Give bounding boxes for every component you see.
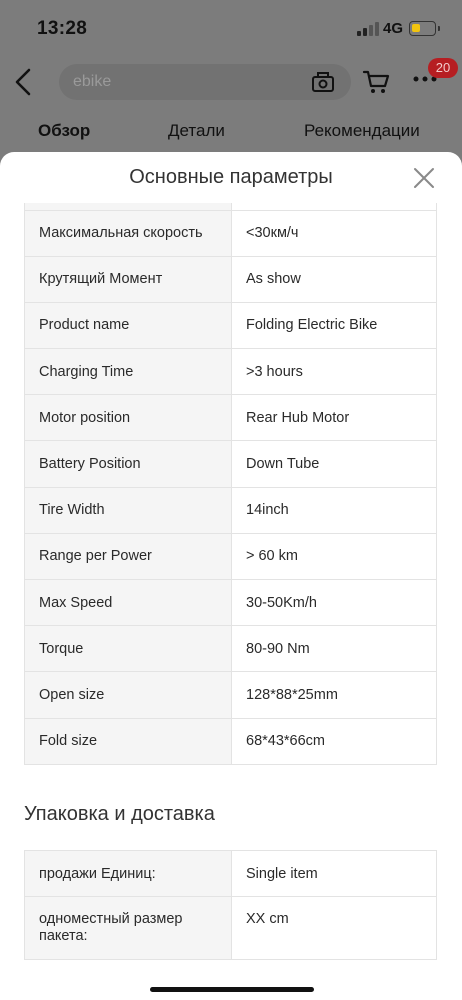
table-row bbox=[25, 395, 437, 441]
table-row bbox=[25, 441, 437, 487]
table-row bbox=[25, 256, 437, 302]
spec-value: Down Tube bbox=[232, 441, 437, 487]
spec-key: Максимальная скорость bbox=[25, 210, 232, 256]
spec-key: Charging Time bbox=[25, 349, 232, 395]
packaging-value: XX cm bbox=[232, 897, 437, 960]
status-time: 13:28 bbox=[37, 18, 88, 39]
spec-key: Torque bbox=[25, 626, 232, 672]
table-row bbox=[25, 580, 437, 626]
spec-value: >3 hours bbox=[232, 349, 437, 395]
spec-key: Open size bbox=[25, 672, 232, 718]
table-row bbox=[25, 533, 437, 579]
table-row bbox=[25, 626, 437, 672]
spec-value: <30км/ч bbox=[232, 210, 437, 256]
spec-value: 68*43*66cm bbox=[232, 718, 437, 764]
cart-icon[interactable] bbox=[362, 68, 390, 96]
table-row bbox=[25, 851, 437, 897]
spec-value: 14inch bbox=[232, 487, 437, 533]
cart-count-badge: 20 bbox=[428, 58, 458, 78]
spec-key: Range per Power bbox=[25, 533, 232, 579]
tab-details[interactable]: Детали bbox=[168, 121, 225, 140]
table-row bbox=[25, 672, 437, 718]
network-type: 4G bbox=[383, 20, 404, 37]
spec-key: Max Speed bbox=[25, 580, 232, 626]
spec-value: 128*88*25mm bbox=[232, 672, 437, 718]
search-query: ebike bbox=[73, 73, 112, 90]
search-input[interactable] bbox=[59, 64, 351, 100]
spec-value: As show bbox=[232, 256, 437, 302]
packaging-key: продажи Единиц: bbox=[25, 851, 232, 897]
table-row bbox=[25, 302, 437, 348]
sheet-header bbox=[0, 152, 462, 204]
signal-icon bbox=[357, 22, 379, 36]
spec-key: Fold size bbox=[25, 718, 232, 764]
spec-key: Product name bbox=[25, 302, 232, 348]
packaging-table bbox=[24, 850, 437, 960]
battery-icon bbox=[409, 21, 436, 36]
spec-value: > 60 km bbox=[232, 533, 437, 579]
table-row bbox=[25, 897, 437, 960]
packaging-key: одноместный размер пакета: bbox=[25, 897, 232, 960]
spec-value: 80-90 Nm bbox=[232, 626, 437, 672]
packaging-value: Single item bbox=[232, 851, 437, 897]
table-row bbox=[25, 718, 437, 764]
packaging-section-title: Упаковка и доставка bbox=[24, 803, 215, 825]
spec-key: Tire Width bbox=[25, 487, 232, 533]
spec-key: Battery Position bbox=[25, 441, 232, 487]
top-nav bbox=[0, 58, 462, 108]
table-row bbox=[25, 349, 437, 395]
tab-recommendations[interactable]: Рекомендации bbox=[304, 121, 420, 140]
parameters-sheet bbox=[0, 152, 462, 1000]
spec-value: Folding Electric Bike bbox=[232, 302, 437, 348]
table-row bbox=[25, 487, 437, 533]
sheet-title: Основные параметры bbox=[129, 166, 333, 188]
spec-value: Rear Hub Motor bbox=[232, 395, 437, 441]
table-row bbox=[25, 203, 437, 210]
specs-table bbox=[24, 203, 437, 765]
home-indicator bbox=[150, 987, 314, 992]
close-icon[interactable] bbox=[412, 166, 436, 190]
back-arrow-icon[interactable] bbox=[10, 66, 38, 98]
spec-key: Motor position bbox=[25, 395, 232, 441]
spec-value: 30-50Km/h bbox=[232, 580, 437, 626]
tab-bar bbox=[0, 113, 462, 149]
spec-key: Крутящий Момент bbox=[25, 256, 232, 302]
tab-overview[interactable]: Обзор bbox=[38, 121, 91, 140]
camera-icon[interactable] bbox=[311, 71, 335, 93]
battery-level bbox=[412, 24, 420, 32]
status-bar bbox=[0, 0, 462, 58]
table-row bbox=[25, 210, 437, 256]
